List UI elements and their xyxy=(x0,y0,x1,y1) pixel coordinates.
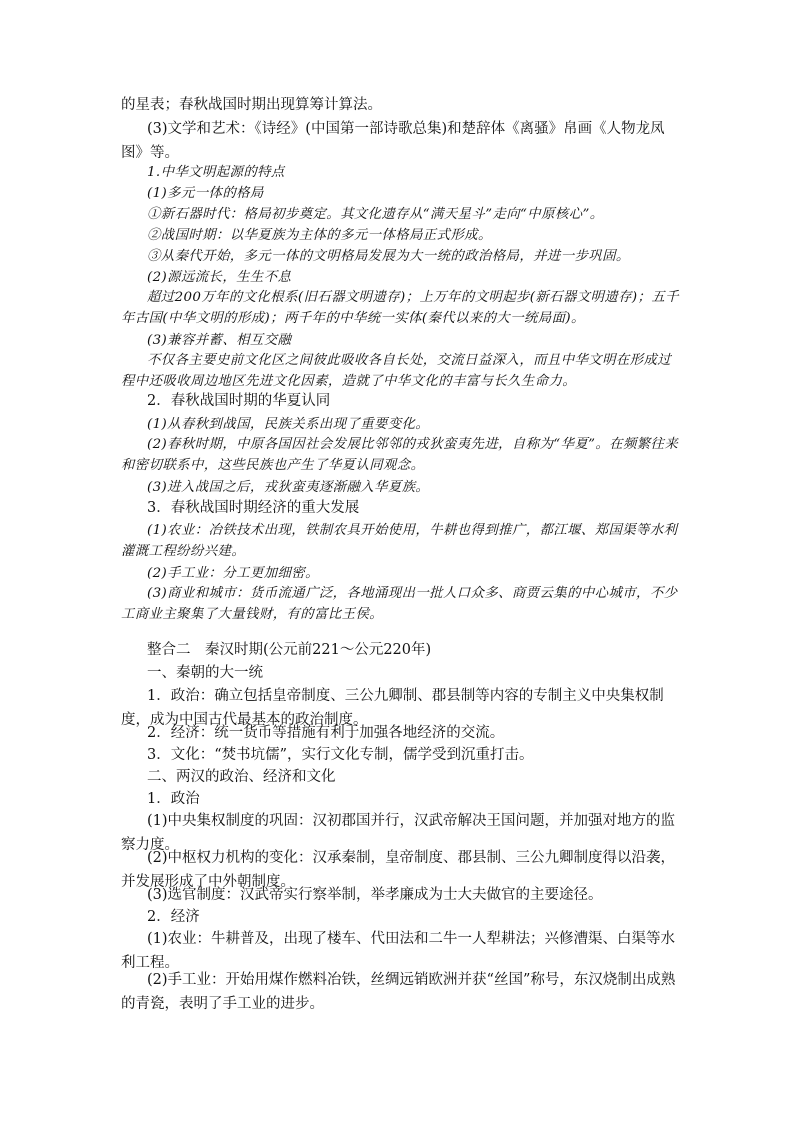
paragraph-star-catalog: 的星表；春秋战国时期出现算筹计算法。 xyxy=(121,97,382,113)
heading-civilization-origin: 1.中华文明起源的特点 xyxy=(147,165,285,180)
paragraph-han-agriculture: (1)农业：牛耕普及，出现了楼车、代田法和二牛一人犁耕法；兴修漕渠、白渠等水利工程。 xyxy=(121,931,676,971)
paragraph-qin-economy: 2．经济：统一货币等措施有利于加强各地经济的交流。 xyxy=(147,725,505,741)
list-item-handicraft: (2)手工业：分工更加细密。 xyxy=(147,566,319,581)
heading-qin-unification: 一、秦朝的大一统 xyxy=(147,665,263,681)
heading-han-overview: 二、两汉的政治、经济和文化 xyxy=(147,769,336,785)
paragraph-qin-politics: 1．政治：确立包括皇帝制度、三公九卿制、郡县制等内容的专制主义中央集权制度，成为中国古代最基本的政治制度。 xyxy=(121,688,664,728)
heading-huaxia-identity: 2．春秋战国时期的华夏认同 xyxy=(147,393,331,409)
section-title-qin-han: 整合二 秦汉时期(公元前221～公元220年) xyxy=(147,642,432,658)
list-item-integration: (3)进入战国之后，戎狄蛮夷逐渐融入华夏族。 xyxy=(147,480,430,495)
paragraph-commerce-cities: (3)商业和城市：货币流通广泛，各地涌现出一批人口众多、商贾云集的中心城市，不少工商业主聚集了大量钱财，有的富比王侯。 xyxy=(121,586,678,622)
heading-inclusive: (3)兼容并蓄、相互交融 xyxy=(147,333,292,348)
paragraph-agriculture: (1)农业：冶铁技术出现，铁制农具开始使用，牛耕也得到推广，都江堰、郑国渠等水利灌溉工程纷纷兴建。 xyxy=(121,523,678,559)
heading-long-history: (2)源远流长，生生不息 xyxy=(147,270,292,285)
list-item-ethnic-relations: (1)从春秋到战国，民族关系出现了重要变化。 xyxy=(147,417,430,432)
paragraph-han-handicraft: (2)手工业：开始用煤作燃料冶铁，丝绸远销欧洲并获“丝国”称号，东汉烧制出成熟的青瓷，表明了手工业的进步。 xyxy=(121,972,676,1012)
heading-han-economy: 2．经济 xyxy=(147,909,200,925)
heading-economic-development: 3．春秋战国时期经济的重大发展 xyxy=(147,500,360,516)
paragraph-centralization: (1)中央集权制度的巩固：汉初郡国并行，汉武帝解决王国问题，并加强对地方的监察力度。 xyxy=(121,813,676,853)
list-item-neolithic: ①新石器时代：格局初步奠定。其文化遗存从“满天星斗”走向“中原核心”。 xyxy=(147,207,604,222)
paragraph-qin-culture: 3．文化：“焚书坑儒”，实行文化专制，儒学受到沉重打击。 xyxy=(147,747,534,763)
list-item-qin-dynasty: ③从秦代开始，多元一体的文明格局发展为大一统的政治格局，并进一步巩固。 xyxy=(147,249,630,264)
heading-pluralistic-unity: (1)多元一体的格局 xyxy=(147,186,264,201)
paragraph-cultural-exchange: 不仅各主要史前文化区之间彼此吸收各自长处，交流日益深入，而且中华文明在形成过程中还吸收周边地区先进文化因素，造就了中华文化的丰富与长久生命力。 xyxy=(121,353,672,389)
paragraph-spring-autumn: (2)春秋时期，中原各国因社会发展比邻邻的戎狄蛮夷先进，自称为“华夏”。在频繁往来和密切联系中，这些民族也产生了华夏认同观念。 xyxy=(121,437,679,473)
paragraph-official-selection: (3)选官制度：汉武帝实行察举制，举孝廉成为士大夫做官的主要途径。 xyxy=(147,887,603,903)
paragraph-literature-art: (3)文学和艺术：《诗经》(中国第一部诗歌总集)和楚辞体《离骚》帛画《人物龙凤图》等。 xyxy=(121,121,665,161)
paragraph-culture-roots: 超过200万年的文化根系(旧石器文明遗存)；上万年的文明起步(新石器文明遗存)；五千年古国(中华文明的形成)；两千年的中华统一实体(秦代以来的大一统局面)。 xyxy=(121,290,679,326)
list-item-warring-states: ②战国时期：以华夏族为主体的多元一体格局正式形成。 xyxy=(147,228,492,243)
paragraph-central-institutions: (2)中枢权力机构的变化：汉承秦制，皇帝制度、郡县制、三公九卿制度得以沿袭，并发展形成了中外朝制度。 xyxy=(121,850,676,890)
heading-han-politics: 1．政治 xyxy=(147,791,200,807)
